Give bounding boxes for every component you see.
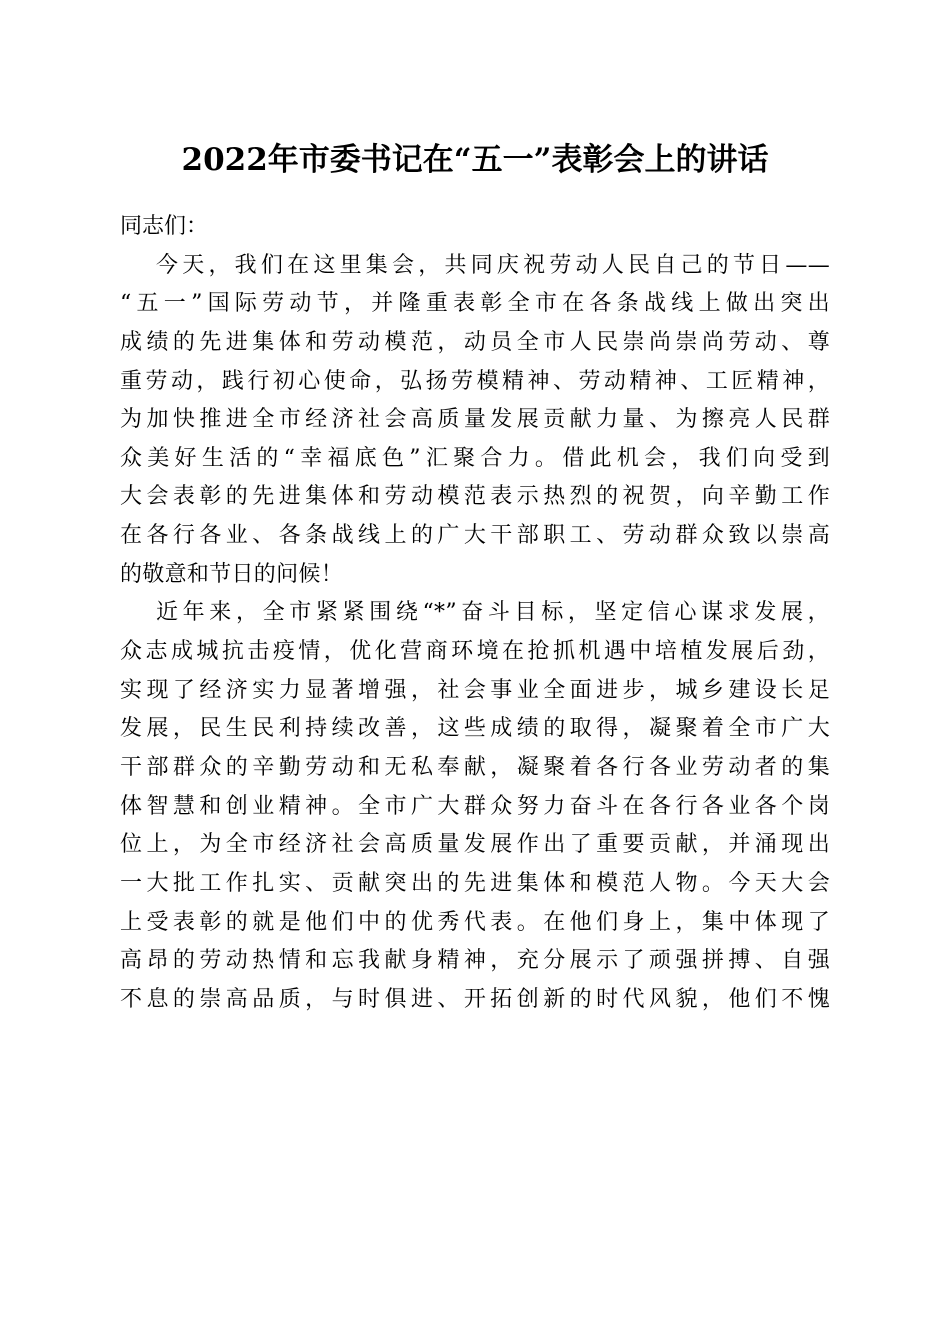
- paragraph-line: 干部群众的辛勤劳动和无私奉献，凝聚着各行各业劳动者的集: [120, 754, 830, 780]
- paragraph-line: “五一”国际劳动节，并隆重表彰全市在各条战线上做出突出: [120, 291, 830, 317]
- paragraph-line: 重劳动，践行初心使命，弘扬劳模精神、劳动精神、工匠精神，: [120, 368, 830, 394]
- paragraph-line: 大会表彰的先进集体和劳动模范表示热烈的祝贺，向辛勤工作: [120, 484, 830, 510]
- paragraph-line: 众志成城抗击疫情，优化营商环境在抢抓机遇中培植发展后劲，: [120, 639, 830, 665]
- paragraph-line: 体智慧和创业精神。全市广大群众努力奋斗在各行各业各个岗: [120, 793, 830, 819]
- document-title: 2022年市委书记在“五一”表彰会上的讲话: [181, 142, 769, 178]
- paragraph-line: 今天，我们在这里集会，共同庆祝劳动人民自己的节日——: [156, 252, 830, 278]
- paragraph-line: 的敬意和节日的问候！: [120, 561, 344, 587]
- document-body: [120, 208, 830, 1019]
- paragraph-line: 为加快推进全市经济社会高质量发展贡献力量、为擦亮人民群: [120, 407, 830, 433]
- paragraph-line: 成绩的先进集体和劳动模范，动员全市人民崇尚崇尚劳动、尊: [120, 329, 830, 355]
- paragraph-line: 近年来，全市紧紧围绕“*”奋斗目标，坚定信心谋求发展，: [156, 600, 830, 626]
- paragraph-2: [120, 594, 830, 1019]
- paragraph-line: 不息的崇高品质，与时俱进、开拓创新的时代风貌，他们不愧: [120, 986, 830, 1012]
- paragraph-line: 众美好生活的“幸福底色”汇聚合力。借此机会，我们向受到: [120, 445, 830, 471]
- paragraph-line: 高昂的劳动热情和忘我献身精神，充分展示了顽强拼搏、自强: [120, 948, 830, 974]
- paragraph-1: [120, 247, 830, 595]
- salutation: 同志们：: [120, 214, 209, 239]
- paragraph-line: 在各行各业、各条战线上的广大干部职工、劳动群众致以崇高: [120, 523, 830, 549]
- paragraph-line: 一大批工作扎实、贡献突出的先进集体和模范人物。今天大会: [120, 870, 830, 896]
- paragraph-line: 实现了经济实力显著增强，社会事业全面进步，城乡建设长足: [120, 677, 830, 703]
- paragraph-line: 发展，民生民利持续改善，这些成绩的取得，凝聚着全市广大: [120, 716, 830, 742]
- paragraph-line: 上受表彰的就是他们中的优秀代表。在他们身上，集中体现了: [120, 909, 830, 935]
- paragraph-line: 位上，为全市经济社会高质量发展作出了重要贡献，并涌现出: [120, 832, 830, 858]
